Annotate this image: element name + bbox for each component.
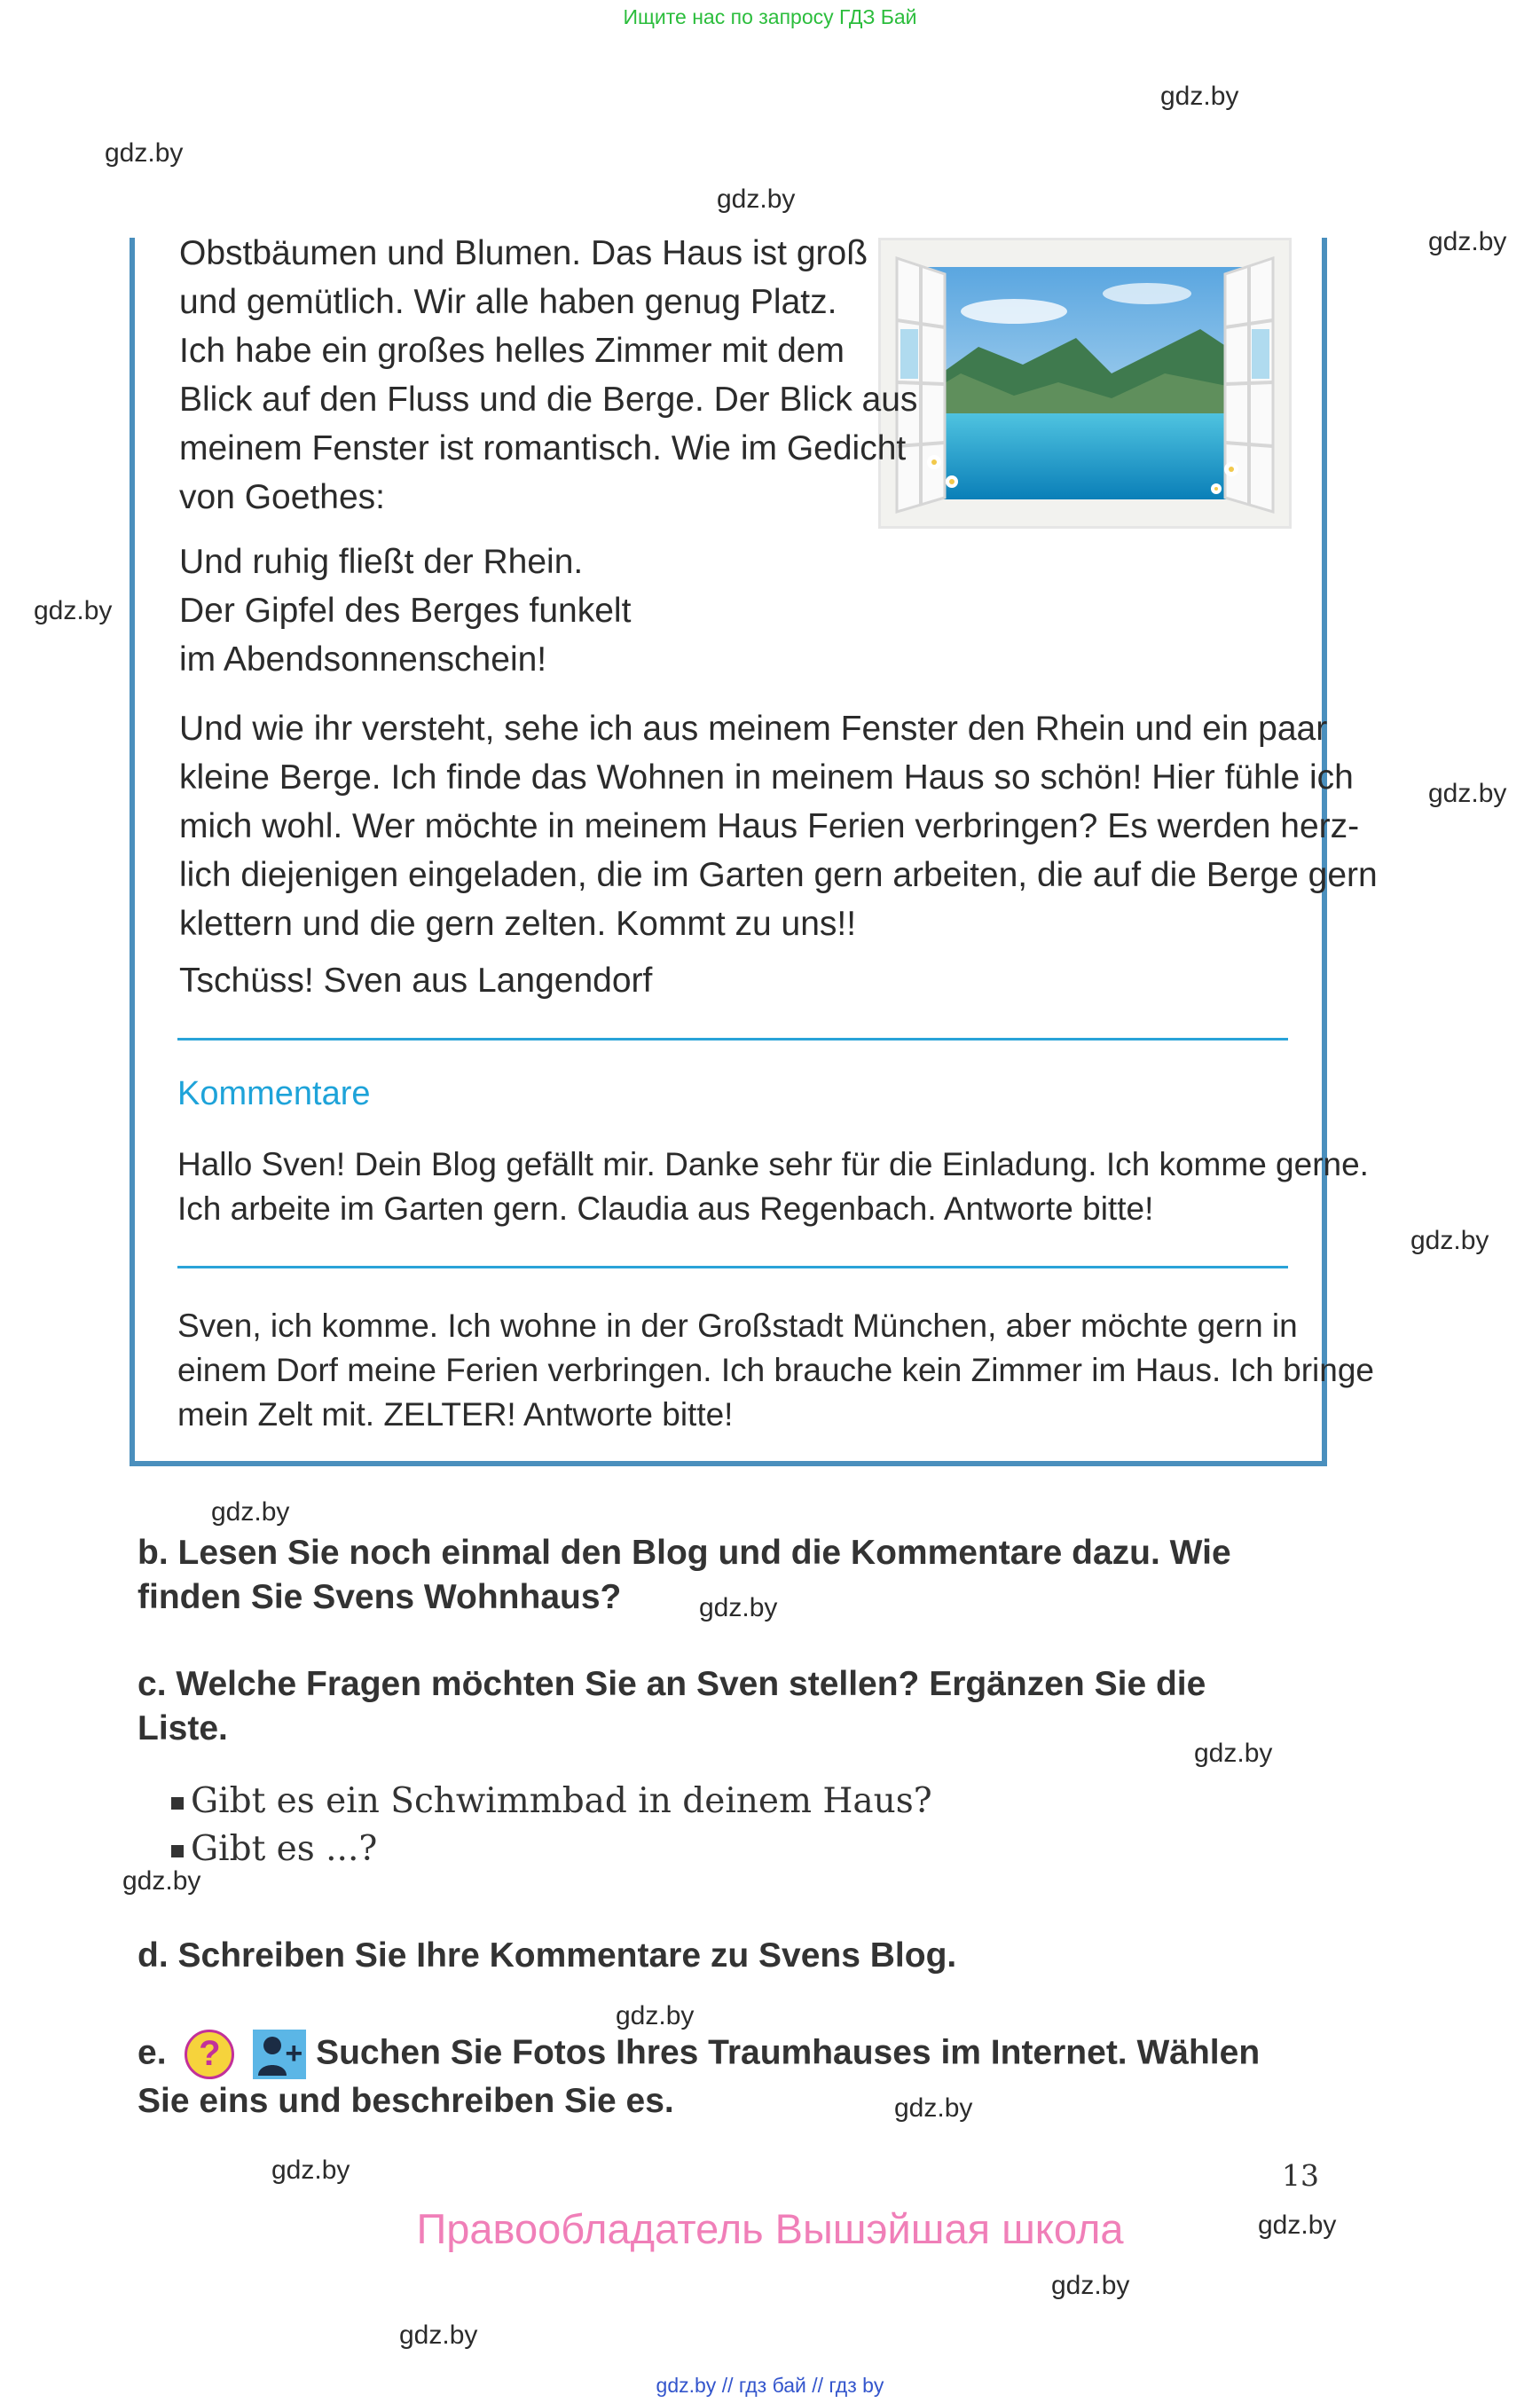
comment-line: mein Zelt mit. ZELTER! Antworte bitte! [177, 1396, 734, 1433]
task-d [138, 1934, 956, 1978]
watermark: gdz.by [211, 1497, 290, 1527]
task-line: finden Sie Svens Wohnhaus? [138, 1578, 622, 1616]
bullet-icon [171, 1845, 184, 1857]
poem-line: Und ruhig fließt der Rhein. [179, 543, 584, 581]
blog-paragraph-2 [179, 704, 1378, 948]
blog-signature [179, 956, 652, 1005]
text-line: meinem Fenster ist romantisch. Wie im Gedicht [179, 429, 907, 467]
text-line: Blick auf den Fluss und die Berge. Der Blick aus [179, 381, 918, 419]
list-item-text: Gibt es ein Schwimmbad in deinem Haus? [191, 1781, 932, 1821]
text-line: klettern und die gern zelten. Kommt zu uns!! [179, 905, 857, 943]
watermark: gdz.by [1410, 1226, 1489, 1255]
text-line: Ich habe ein großes helles Zimmer mit dem [179, 332, 845, 370]
text-line: und gemütlich. Wir alle haben genug Platz. [179, 283, 837, 321]
task-e-text: Suchen Sie Fotos Ihres Traumhauses im Internet. Wählen [316, 2033, 1261, 2072]
task-line: d. Schreiben Sie Ihre Kommentare zu Svens Blog. [138, 1936, 957, 1975]
list-item [191, 1781, 932, 1821]
task-b [138, 1531, 1231, 1620]
comment-line: einem Dorf meine Ferien verbringen. Ich brauche kein Zimmer im Haus. Ich bringe [177, 1352, 1375, 1388]
task-c [138, 1662, 1206, 1751]
task-e-prefix: e. [138, 2033, 167, 2072]
watermark: gdz.by [616, 2001, 695, 2030]
task-line: Liste. [138, 1709, 228, 1747]
task-e [138, 2030, 1260, 2124]
bullet-icon [171, 1797, 184, 1810]
poem [179, 538, 631, 684]
watermark: gdz.by [34, 596, 113, 625]
watermark: gdz.by [399, 2321, 478, 2350]
comments-title: Kommentare [177, 1075, 371, 1112]
list-item-text: Gibt es ...? [191, 1829, 378, 1869]
add-person-plus: + [285, 2037, 303, 2070]
watermark: gdz.by [1428, 779, 1507, 808]
watermark: gdz.by [1051, 2271, 1130, 2300]
question-icon: ? [185, 2030, 234, 2079]
text-line: Und wie ihr versteht, sehe ich aus meinem Fenster den Rhein und ein paar [179, 710, 1328, 748]
watermark: gdz.by [105, 138, 184, 168]
comment-line: Hallo Sven! Dein Blog gefällt mir. Danke sehr für die Einladung. Ich komme gerne. [177, 1146, 1369, 1182]
comment-line: Ich arbeite im Garten gern. Claudia aus Regenbach. Antworte bitte! [177, 1190, 1154, 1227]
task-line: Sie eins und beschreiben Sie es. [138, 2082, 674, 2120]
signature-line: Tschüss! Sven aus Langendorf [179, 962, 653, 1000]
watermark: gdz.by [1258, 2211, 1337, 2240]
copyright-owner: Правообладатель Вышэйшая школа [416, 2205, 1124, 2252]
window-landscape-image [878, 238, 1292, 529]
task-line: b. Lesen Sie noch einmal den Blog und die Kommentare dazu. Wie [138, 1534, 1231, 1572]
add-person-icon [253, 2030, 306, 2079]
comment-1 [177, 1143, 1369, 1231]
text-line: von Goethes: [179, 478, 385, 516]
footer-links[interactable]: gdz.by // гдз бай // гдз by [656, 2374, 884, 2397]
watermark: gdz.by [1428, 227, 1507, 256]
watermark: gdz.by [1160, 82, 1239, 111]
text-line: mich wohl. Wer möchte in meinem Haus Ferien verbringen? Es werden herz- [179, 807, 1360, 845]
divider [177, 1038, 1288, 1041]
comment-2 [177, 1304, 1374, 1437]
poem-line: im Abendsonnenschein! [179, 640, 547, 679]
watermark: gdz.by [699, 1593, 778, 1622]
text-line: Obstbäumen und Blumen. Das Haus ist groß [179, 234, 868, 272]
divider [177, 1266, 1288, 1268]
page-number: 13 [1282, 2158, 1319, 2193]
watermark: gdz.by [271, 2156, 350, 2185]
watermark: gdz.by [717, 185, 796, 214]
watermark: gdz.by [894, 2093, 973, 2123]
watermark: gdz.by [122, 1866, 201, 1896]
task-line [138, 2030, 1260, 2079]
text-line: kleine Berge. Ich finde das Wohnen in meinem Haus so schön! Hier fühle ich [179, 758, 1354, 797]
task-line: c. Welche Fragen möchten Sie an Sven stellen? Ergänzen Sie die [138, 1665, 1206, 1703]
poem-line: Der Gipfel des Berges funkelt [179, 592, 632, 630]
blog-paragraph-1 [179, 229, 917, 522]
comment-line: Sven, ich komme. Ich wohne in der Großstadt München, aber möchte gern in [177, 1308, 1298, 1344]
top-banner: Ищите нас по запросу ГДЗ Бай [623, 5, 917, 28]
text-line: lich diejenigen eingeladen, die im Garten gern arbeiten, die auf die Berge gern [179, 856, 1378, 894]
watermark: gdz.by [1194, 1739, 1273, 1768]
list-item [191, 1829, 377, 1869]
